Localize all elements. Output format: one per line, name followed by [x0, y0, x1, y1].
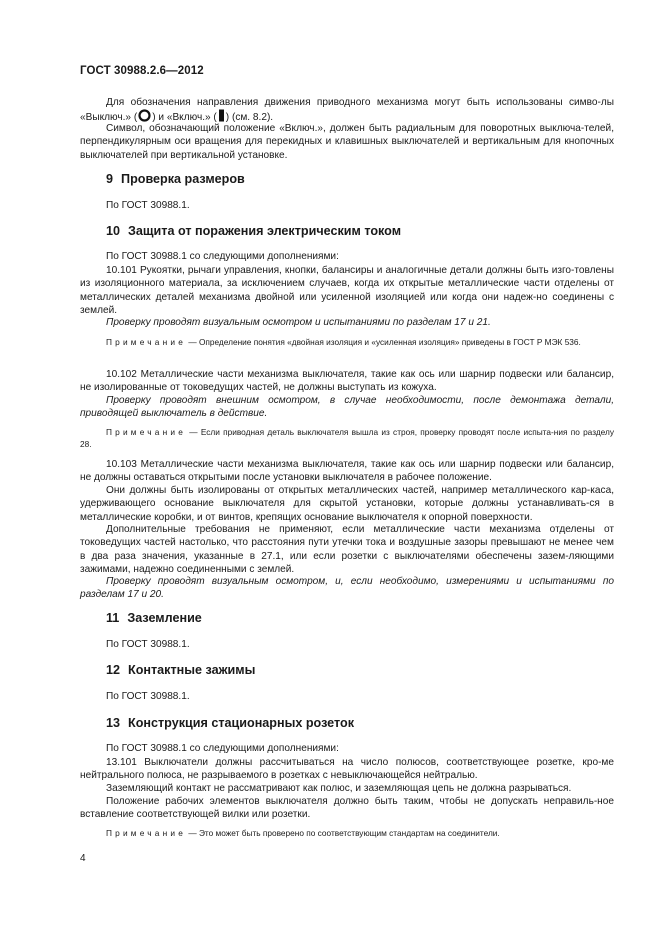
section-12-title: Контактные зажимы [128, 663, 256, 677]
intro-paragraph-2: Символ, обозначающий положение «Включ.», должен быть радиальным для поворотных выключа-телей, перпендикулярным оси вращения для перекидных и клавишных выключателей и вертикальным для кнопочных выключателей при вертикальной установке. [80, 123, 614, 161]
clause-10-103-paragraph-3: Дополнительные требования не применяют, если металлические части механизма отделены от токоведущих частей настолько, что расстояния пути утечки тока и воздушные зазоры превышают не менее чем в два раза значения, указанные в 27.1, или если розетки с выключателями обеспечены зазем-ляющими зажимами, надежно соединенными с землей. [80, 524, 614, 575]
section-11-heading [106, 611, 202, 626]
intro-text-c: ) (см. 8.2). [225, 112, 274, 124]
section-12-number: 12 [106, 663, 121, 677]
section-13-heading [106, 716, 354, 731]
clause-10-101: 10.101 Рукоятки, рычаги управления, кнопки, балансиры и аналогичные детали должны быть изго-товлены из изоляционного материала, за исключением случаев, когда их открытые металлические части отделены от металлических деталей механизма двойной или усиленной изоляцией или когда они надеж-но соединены с землей. [80, 265, 614, 316]
section-10-number: 10 [106, 224, 121, 238]
clause-13-101-paragraph-2: Заземляющий контакт не рассматривают как полюс, и заземляющая цепь не должна разрываться. [106, 783, 572, 794]
clause-13-101-paragraph-3: Положение рабочих элементов выключателя должно быть таким, чтобы не допускать неправиль-ное вставление соответствующей вилки или розетки. [80, 796, 614, 821]
section-11-number: 11 [106, 611, 120, 625]
page-number: 4 [80, 853, 86, 864]
clause-10-102-check: Проверку проводят внешним осмотром, в случае необходимости, после демонтажа детали, приводящей выключатель в действие. [80, 395, 614, 420]
circle-off-symbol-icon [138, 109, 151, 122]
section-9-heading [106, 172, 245, 187]
section-9-title: Проверка размеров [121, 172, 245, 186]
note-2 [80, 426, 614, 450]
section-13-title: Конструкция стационарных розеток [128, 716, 355, 730]
clause-10-103-check: Проверку проводят визуальным осмотром, и, если необходимо, измерениями и испытаниями по разделам 17 и 20. [80, 576, 614, 601]
section-12-heading [106, 663, 255, 678]
bar-on-symbol-icon [218, 109, 225, 122]
section-9-number: 9 [106, 172, 114, 186]
clause-13-101: 13.101 Выключатели должны рассчитываться на число полюсов, соответствующее розетке, кро-ме нейтрального полюса, не разрываемого в розетках с невыключающейся нейтралью. [80, 757, 614, 782]
note-2-text: — Если приводная деталь выключателя вышла из строя, проверку проводят после испыта-ния по разделу 28. [80, 427, 614, 449]
section-13-number: 13 [106, 716, 121, 730]
note-3 [80, 827, 614, 839]
section-12-text: По ГОСТ 30988.1. [106, 691, 190, 702]
document-header: ГОСТ 30988.2.6—2012 [80, 65, 204, 77]
note-1 [80, 336, 614, 348]
intro-text-b: ) и «Включ.» ( [152, 112, 217, 124]
clause-10-102: 10.102 Металлические части механизма выключателя, такие как ось или шарнир подвески или балансир, не изолированные от токоведущих частей, не должны выступать из кожуха. [80, 369, 614, 394]
section-10-title: Защита от поражения электрическим током [128, 224, 402, 238]
intro-text-a: Для обозначения направления движения приводного механизма могут быть использованы симво-лы «Выключ.» ( [80, 97, 614, 124]
section-11-title: Заземление [127, 611, 202, 625]
section-13-intro: По ГОСТ 30988.1 со следующими дополнениями: [106, 743, 339, 754]
section-10-heading [106, 224, 401, 239]
section-11-text: По ГОСТ 30988.1. [106, 639, 190, 650]
note-1-label: Примечание [106, 337, 187, 347]
note-3-text: — Это может быть проверено по соответствующим стандартам на соединители. [186, 828, 500, 838]
clause-10-103: 10.103 Металлические части механизма выключателя, такие как ось или шарнир подвески или балансир, не должны оставаться открытыми после установки выключателя в рабочее положение. [80, 459, 614, 484]
section-10-intro: По ГОСТ 30988.1 со следующими дополнениями: [106, 251, 339, 262]
section-9-text: По ГОСТ 30988.1. [106, 200, 190, 211]
clause-10-101-check: Проверку проводят визуальным осмотром и испытаниями по разделам 17 и 21. [106, 317, 491, 328]
intro-paragraph-1 [80, 96, 614, 125]
note-3-label: Примечание [106, 828, 187, 838]
clause-10-103-paragraph-2: Они должны быть изолированы от открытых металлических частей, например металлического кар-каса, удерживающего основание выключателя для скрытой установки, которые должны устанавливать-ся в металлические коробки, и от винтов, крепящих основание выключателя к опорной поверхности. [80, 485, 614, 523]
note-1-text: — Определение понятия «двойная изоляция и «усиленная изоляция» приведены в ГОСТ Р МЭК 536. [186, 337, 581, 347]
note-2-label: Примечание [106, 427, 187, 437]
